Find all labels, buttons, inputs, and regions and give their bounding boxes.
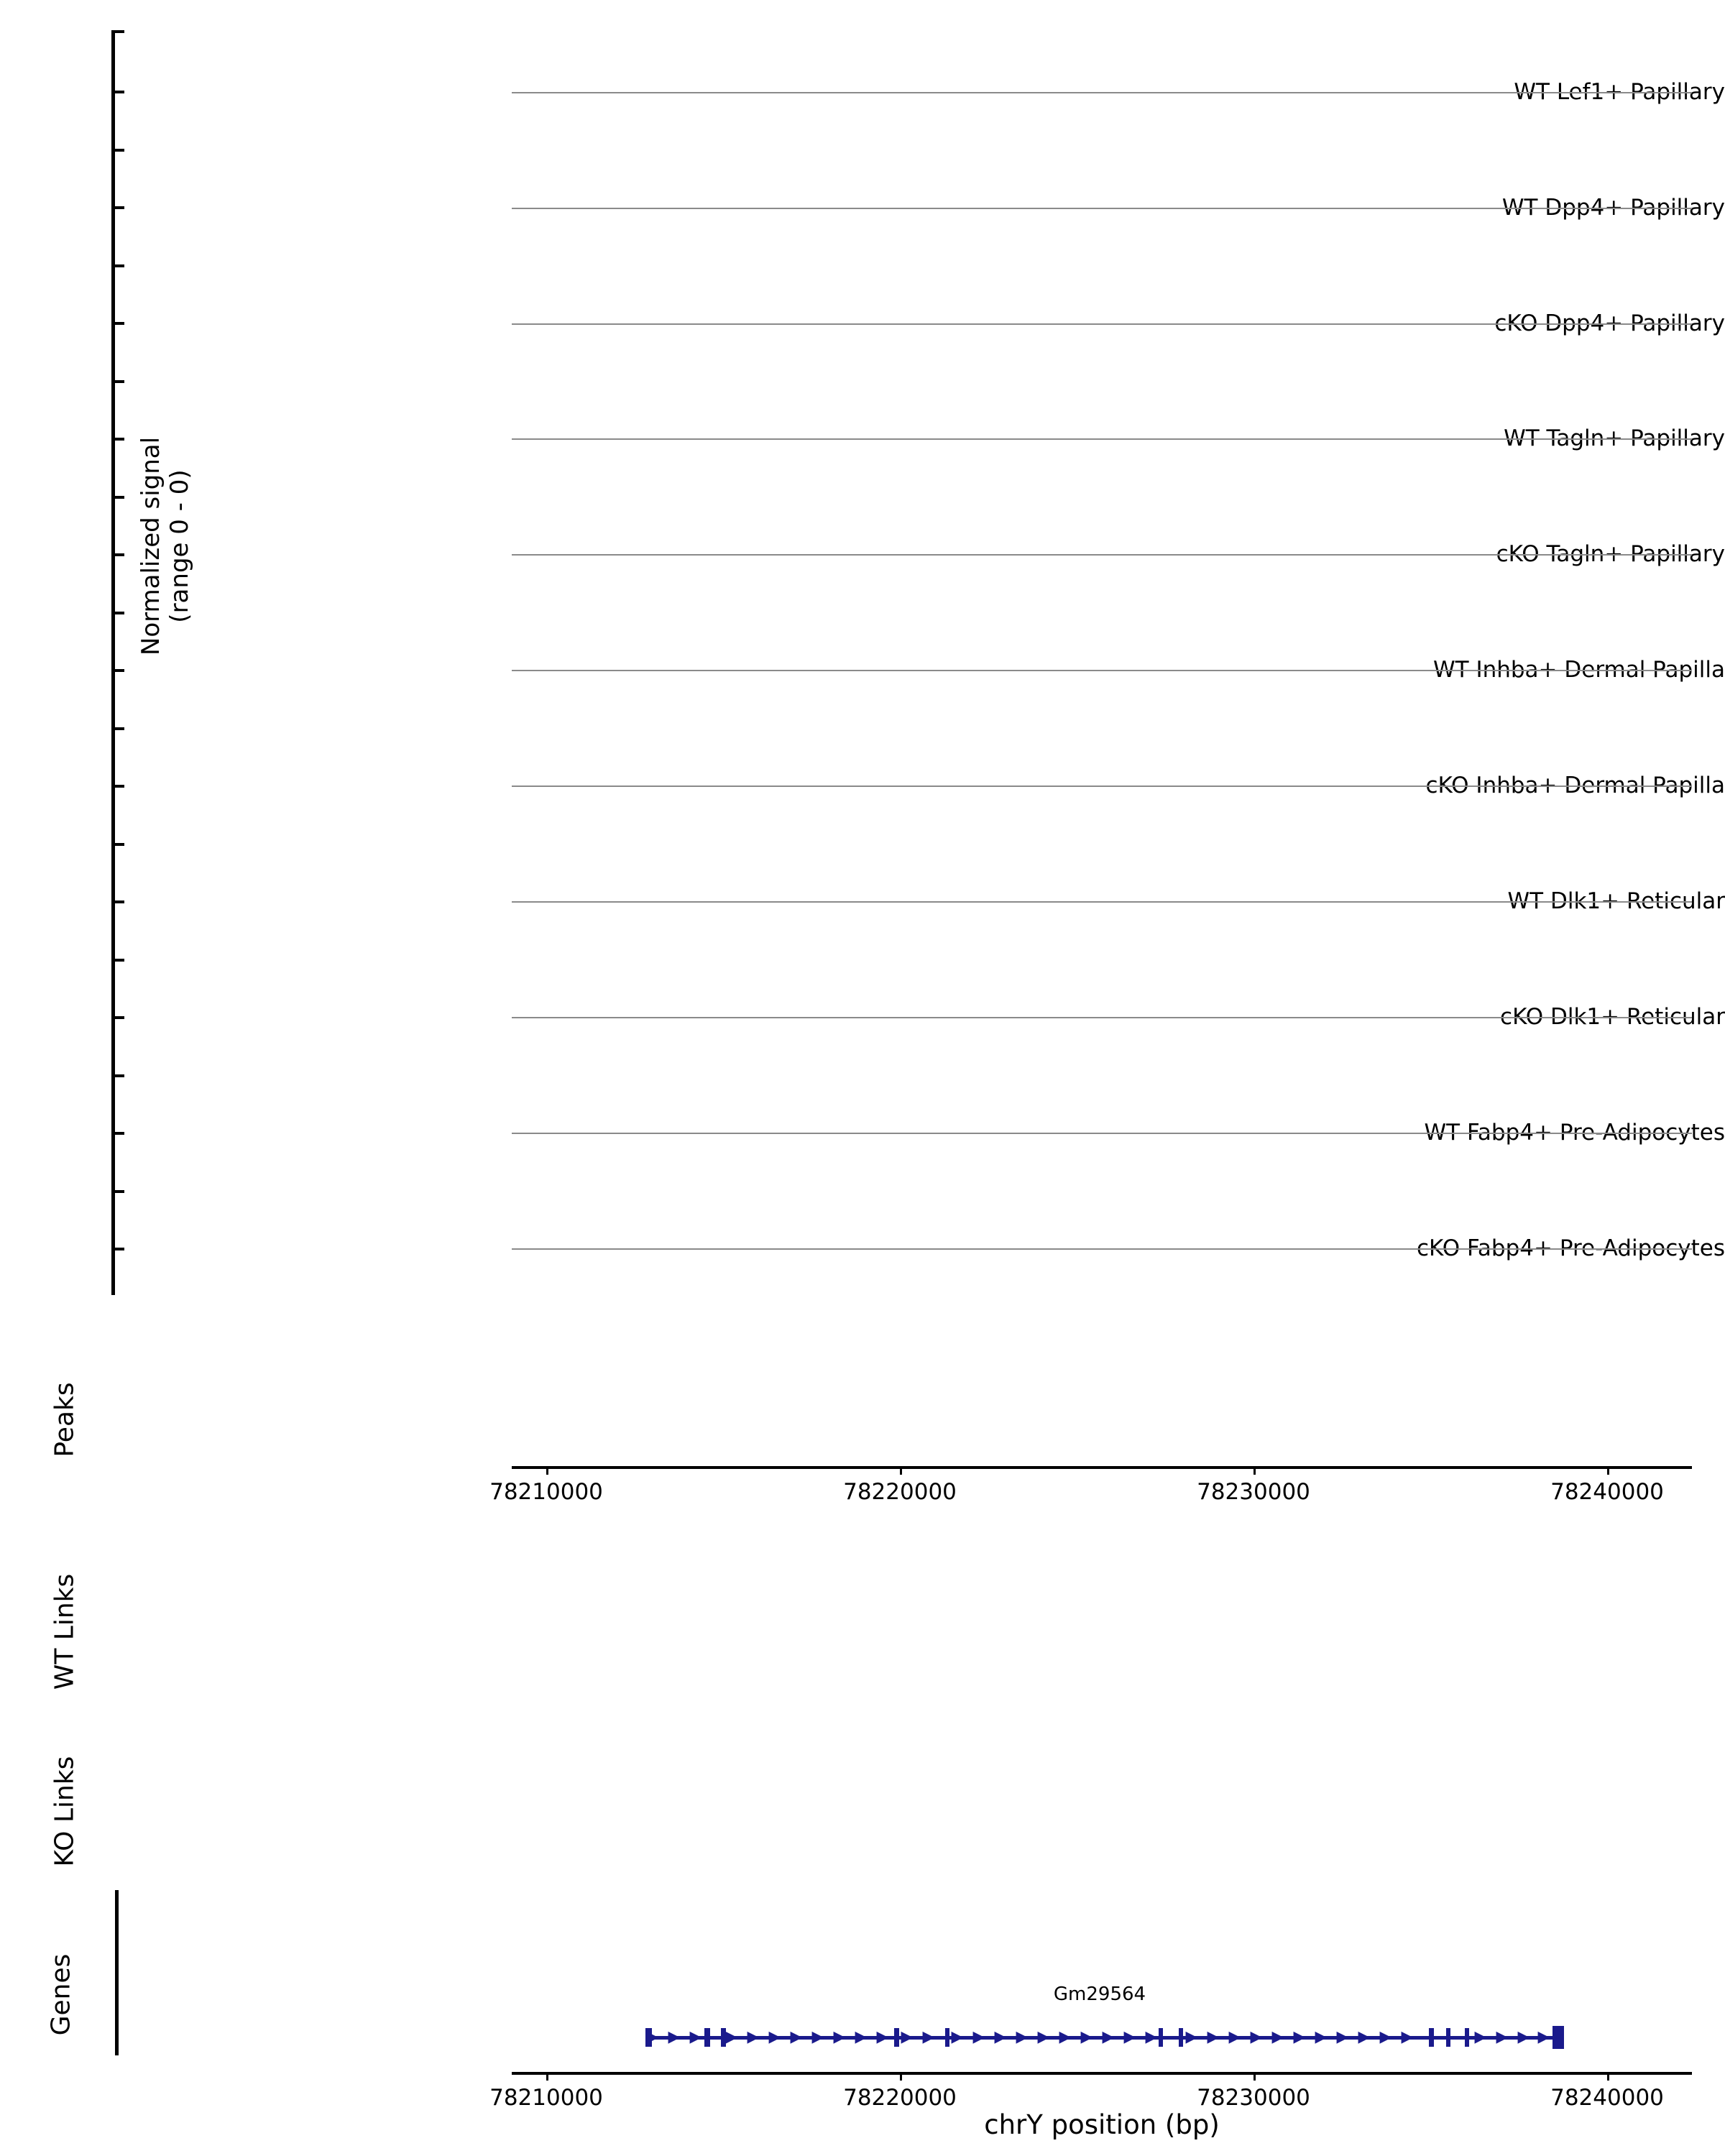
track-baseline	[512, 323, 1692, 325]
track-baseline	[512, 786, 1692, 787]
axis-tick-label: 78230000	[1197, 2085, 1310, 2111]
track-label-cko-dpp4-papillary: cKO Dpp4+ Papillary	[1494, 310, 1725, 336]
track-label-cko-fabp4-pre-adipocytes: cKO Fabp4+ Pre-Adipocytes	[1417, 1235, 1725, 1261]
spine-tick	[111, 380, 124, 383]
spine-tick	[111, 900, 124, 903]
y-axis-title-line1: Normalized signal	[137, 436, 165, 656]
genes-panel: Gm29564 ▶ ▶ ▶ ▶ ▶ ▶ ▶ ▶ ▶ ▶ ▶ ▶ ▶ ▶ ▶ ▶ ▶ ▶ ▶ ▶ ▶ ▶ ▶ ▶ ▶ ▶ ▶ ▶ ▶ ▶ ▶ ▶ ▶ ▶ ▶ ▶ ▶ ▶ 78210000 78220000 78230000 78240000	[0, 1890, 1725, 2127]
gene-exon	[1446, 2028, 1450, 2047]
track-label-cko-tagln-papillary: cKO Tagln+ Papillary	[1496, 541, 1725, 567]
track-label-wt-dlk1-reticular: WT Dlk1+ Reticular	[1507, 888, 1725, 914]
spine-tick	[111, 727, 124, 730]
track-baseline	[512, 1133, 1692, 1134]
axis-tick	[546, 2072, 548, 2081]
spine-tick	[111, 149, 124, 152]
spine-tick	[111, 1248, 124, 1250]
spine-tick	[111, 264, 124, 267]
section-label-ko-links: KO Links	[50, 1756, 80, 1867]
axis-tick	[900, 1466, 902, 1475]
track-baseline	[512, 554, 1692, 556]
axis-tick-label: 78240000	[1550, 1479, 1664, 1505]
spine-tick	[111, 1132, 124, 1135]
x-axis-title: chrY position (bp)	[984, 2109, 1220, 2140]
track-baseline	[512, 208, 1692, 209]
gene-exon	[1159, 2028, 1163, 2047]
track-label-wt-fabp4-pre-adipocytes: WT Fabp4+ Pre-Adipocytes	[1424, 1120, 1725, 1146]
spine-tick	[111, 1016, 124, 1019]
spine-tick	[111, 669, 124, 672]
section-label-genes: Genes	[46, 1953, 76, 2036]
spine-tick	[111, 1074, 124, 1077]
gene-exon	[704, 2028, 710, 2047]
spine-tick	[111, 553, 124, 556]
track-label-cko-dlk1-reticular: cKO Dlk1+ Reticular	[1500, 1004, 1725, 1030]
track-baseline	[512, 670, 1692, 671]
axis-tick-label: 78230000	[1197, 1479, 1310, 1505]
spine-tick	[111, 496, 124, 499]
axis-tick-label: 78210000	[489, 1479, 603, 1505]
axis-tick-label: 78240000	[1550, 2085, 1664, 2111]
axis-tick-label: 78210000	[489, 2085, 603, 2111]
spine-tick	[111, 30, 124, 33]
gene-exon	[1552, 2026, 1564, 2049]
spine-tick	[111, 91, 124, 93]
section-label-peaks: Peaks	[50, 1382, 80, 1457]
gene-exon	[1465, 2028, 1469, 2047]
axis-tick-label: 78220000	[843, 2085, 957, 2111]
axis-tick	[546, 1466, 548, 1475]
track-label-cko-inhba-dermal-papilla: cKO Inhba+ Dermal Papilla	[1425, 773, 1725, 798]
peaks-axis-line	[512, 1466, 1692, 1469]
track-baseline	[512, 92, 1692, 93]
spine-tick	[111, 959, 124, 962]
axis-tick	[1254, 1466, 1256, 1475]
y-axis-title	[137, 395, 194, 697]
spine-tick	[111, 322, 124, 325]
tracks-axis-spine	[111, 30, 115, 1295]
track-baseline	[512, 438, 1692, 440]
axis-tick	[1254, 2072, 1256, 2081]
track-baseline	[512, 1248, 1692, 1250]
spine-tick	[111, 612, 124, 614]
track-label-wt-dpp4-papillary: WT Dpp4+ Papillary	[1501, 195, 1725, 221]
spine-tick	[111, 1190, 124, 1193]
y-axis-title-line2: (range 0 - 0)	[165, 469, 194, 623]
genes-axis-spine	[115, 1890, 119, 2055]
track-label-wt-lef1-papillary: WT Lef1+ Papillary	[1514, 79, 1725, 105]
gene-exon	[1429, 2028, 1434, 2047]
spine-tick	[111, 206, 124, 209]
section-label-wt-links: WT Links	[50, 1573, 80, 1690]
gene-exon	[1179, 2028, 1183, 2047]
gene-label-gm29564: Gm29564	[1053, 1984, 1146, 2005]
axis-tick	[900, 2072, 902, 2081]
track-label-wt-tagln-papillary: WT Tagln+ Papillary	[1504, 425, 1725, 451]
axis-tick-label: 78220000	[843, 1479, 957, 1505]
spine-tick	[111, 438, 124, 441]
track-baseline	[512, 1017, 1692, 1018]
gene-exon	[894, 2028, 899, 2047]
track-baseline	[512, 901, 1692, 903]
axis-tick	[1607, 1466, 1609, 1475]
gene-exon	[945, 2028, 949, 2047]
spine-tick	[111, 785, 124, 788]
track-label-wt-inhba-dermal-papilla: WT Inhba+ Dermal Papilla	[1433, 657, 1725, 683]
genes-axis-line	[512, 2072, 1692, 2075]
spine-tick	[111, 843, 124, 846]
axis-tick	[1607, 2072, 1609, 2081]
